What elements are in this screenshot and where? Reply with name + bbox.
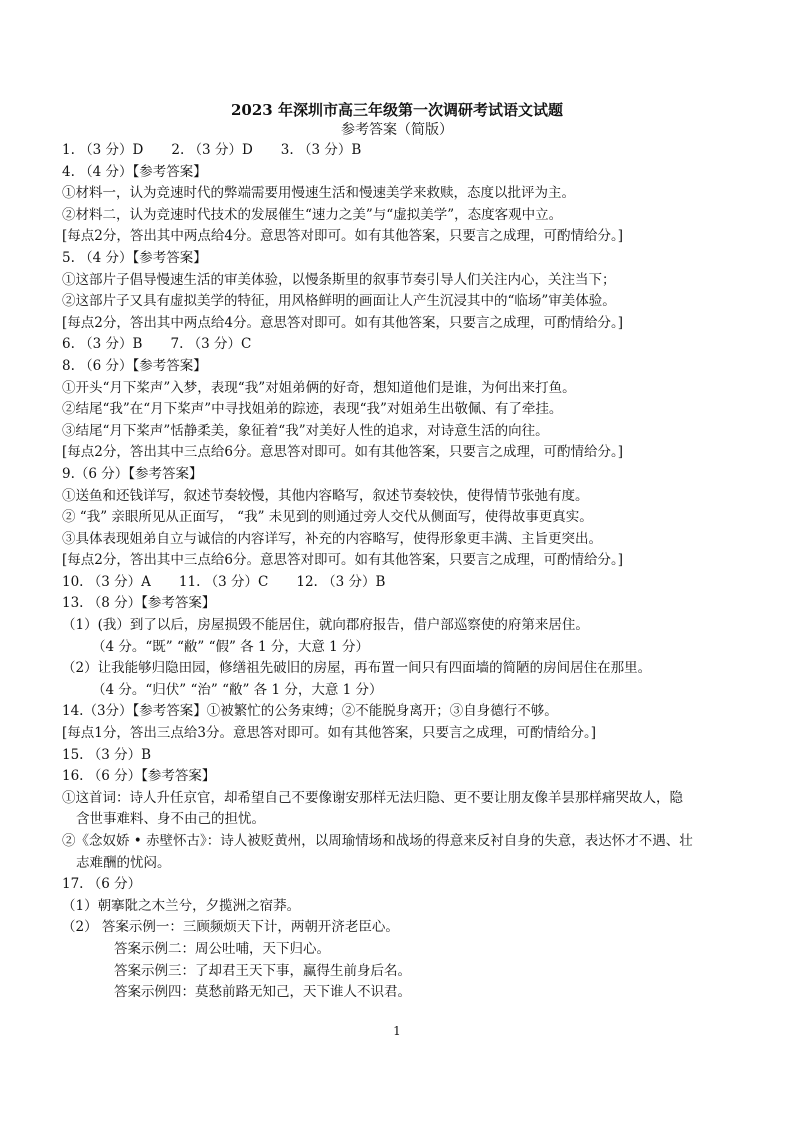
- grading-note: [每点2分，答出其中三点给6分。意思答对即可。如有其他答案，只要言之成理，可酌情给分。]: [62, 444, 623, 461]
- page-number: 1: [393, 1024, 401, 1038]
- answer-q2: 2. （3 分）D: [171, 142, 253, 158]
- answer-point: ①送鱼和还钱详写，叙述节奏较慢，其他内容略写，叙述节奏较快，使得情节张弛有度。: [62, 487, 589, 504]
- translation-answer: （2）让我能够归隐田园，修缮祖先破旧的房屋，再布置一间只有四面墙的简陋的房间居住在那里。: [62, 660, 652, 677]
- answer-point: ②结尾“我”在“月下桨声”中寻找姐弟的踪迹，表现“我”对姐弟生出敬佩、有了牵挂。: [62, 401, 563, 418]
- grading-note: [每点2分，答出其中两点给4分。意思答对即可。如有其他答案，只要言之成理，可酌情给分。]: [62, 314, 623, 331]
- document-title: 2023 年深圳市高三年级第一次调研考试语文试题: [231, 101, 563, 119]
- recitation-example: 答案示例二：周公吐哺，天下归心。: [114, 940, 330, 957]
- answer-point: ①材料一，认为竞速时代的弊端需要用慢速生活和慢速美学来救赎，态度以批评为主。: [62, 185, 575, 202]
- scoring-note: （4 分。“既” “敝” “假” 各 1 分，大意 1 分）: [92, 638, 370, 655]
- answer-q14: 14.（3分）【参考答案】①被繁忙的公务束缚；②不能脱身离开；③自身德行不够。: [62, 703, 558, 720]
- answer-q10-12: [62, 572, 742, 594]
- question-heading: 9.（6 分）【参考答案】: [62, 465, 203, 482]
- question-heading: 13. （8 分）【参考答案】: [62, 595, 216, 612]
- answer-q1: 1. （3 分）D: [62, 142, 144, 158]
- question-heading: 4. （4 分）【参考答案】: [62, 163, 207, 180]
- recitation-example: 答案示例四：莫愁前路无知己，天下谁人不识君。: [114, 984, 411, 1001]
- answer-point: ②《念奴娇 • 赤壁怀古》：诗人被贬黄州，以周瑜情场和战场的得意来反衬自身的失意，表达怀才不遇、壮: [62, 833, 693, 849]
- answer-q15: 15. （3 分）B: [62, 746, 152, 763]
- answer-q7: 7. （3 分）C: [170, 336, 252, 353]
- document-subtitle: 参考答案（简版）: [341, 122, 453, 138]
- question-heading: 8. （6 分）【参考答案】: [62, 357, 207, 374]
- answer-q11: 11. （3 分）C: [178, 573, 269, 590]
- answer-point: ②材料二，认为竞速时代技术的发展催生“速力之美”与“虚拟美学”，态度客观中立。: [62, 206, 563, 223]
- answer-q6-7: [62, 334, 742, 356]
- answer-point-continued: 志难酬的忧闷。: [76, 854, 171, 871]
- answer-q10: 10. （3 分）A: [62, 573, 151, 590]
- answer-point: ③结尾“月下桨声”恬静柔美，象征着“我”对美好人性的追求，对诗意生活的向往。: [62, 422, 549, 439]
- answer-key-body: [62, 140, 742, 1004]
- grading-note: [每点2分，答出其中两点给4分。意思答对即可。如有其他答案，只要言之成理，可酌情给分。]: [62, 228, 623, 245]
- question-heading: 17. （6 分）: [62, 876, 142, 893]
- answer-point: ①这部片子倡导慢速生活的审美体验，以慢条斯里的叙事节奏引导人们关注内心，关注当下；: [62, 271, 616, 288]
- answer-point: ①这首词：诗人升任京官，却希望自己不要像谢安那样无法归隐、更不要让朋友像羊昙那样痛哭故人，隐: [62, 789, 683, 806]
- scoring-note: （4 分。“归伏” “治” “敝” 各 1 分，大意 1 分）: [92, 681, 383, 698]
- grading-note: [每点1分，答出三点给3分。意思答对即可。如有其他答案，只要言之成理，可酌情给分。]: [62, 725, 596, 742]
- question-heading: 16. （6 分）【参考答案】: [62, 768, 216, 785]
- answer-point-continued: 含世事难料、身不由己的担忧。: [76, 811, 265, 828]
- answer-point: ② “我” 亲眼所见从正面写， “我” 未见到的则通过旁人交代从侧面写，使得故事更真实。: [62, 509, 593, 526]
- answer-q3: 3. （3 分）B: [280, 142, 362, 158]
- answer-q12: 12. （3 分）B: [296, 573, 386, 590]
- grading-note: [每点2分，答出其中三点给6分。意思答对即可。如有其他答案，只要言之成理，可酌情给分。]: [62, 552, 623, 569]
- recitation-answer: （1）朝搴阰之木兰兮，夕揽洲之宿莽。: [62, 897, 301, 914]
- answer-point: ①开头“月下桨声”入梦，表现“我”对姐弟俩的好奇，想知道他们是谁，为何出来打鱼。: [62, 379, 576, 396]
- answer-point: ③具体表现姐弟自立与诚信的内容详写，补充的内容略写，使得形象更丰满、主旨更突出。: [62, 530, 602, 547]
- question-heading: 5. （4 分）【参考答案】: [62, 249, 207, 266]
- translation-answer: （1）(我）到了以后，房屋损毁不能居住，就向郡府报告，借户部巡察使的府第来居住。: [62, 617, 589, 634]
- recitation-answer: （2） 答案示例一：三顾频烦天下计，两朝开济老臣心。: [62, 919, 399, 936]
- recitation-example: 答案示例三：了却君王天下事，赢得生前身后名。: [114, 962, 411, 979]
- answer-q1-3: [62, 140, 742, 162]
- answer-point: ②这部片子又具有虚拟美学的特征，用风格鲜明的画面让人产生沉浸其中的“临场”审美体验。: [62, 293, 616, 310]
- answer-q6: 6. （3 分）B: [62, 336, 143, 353]
